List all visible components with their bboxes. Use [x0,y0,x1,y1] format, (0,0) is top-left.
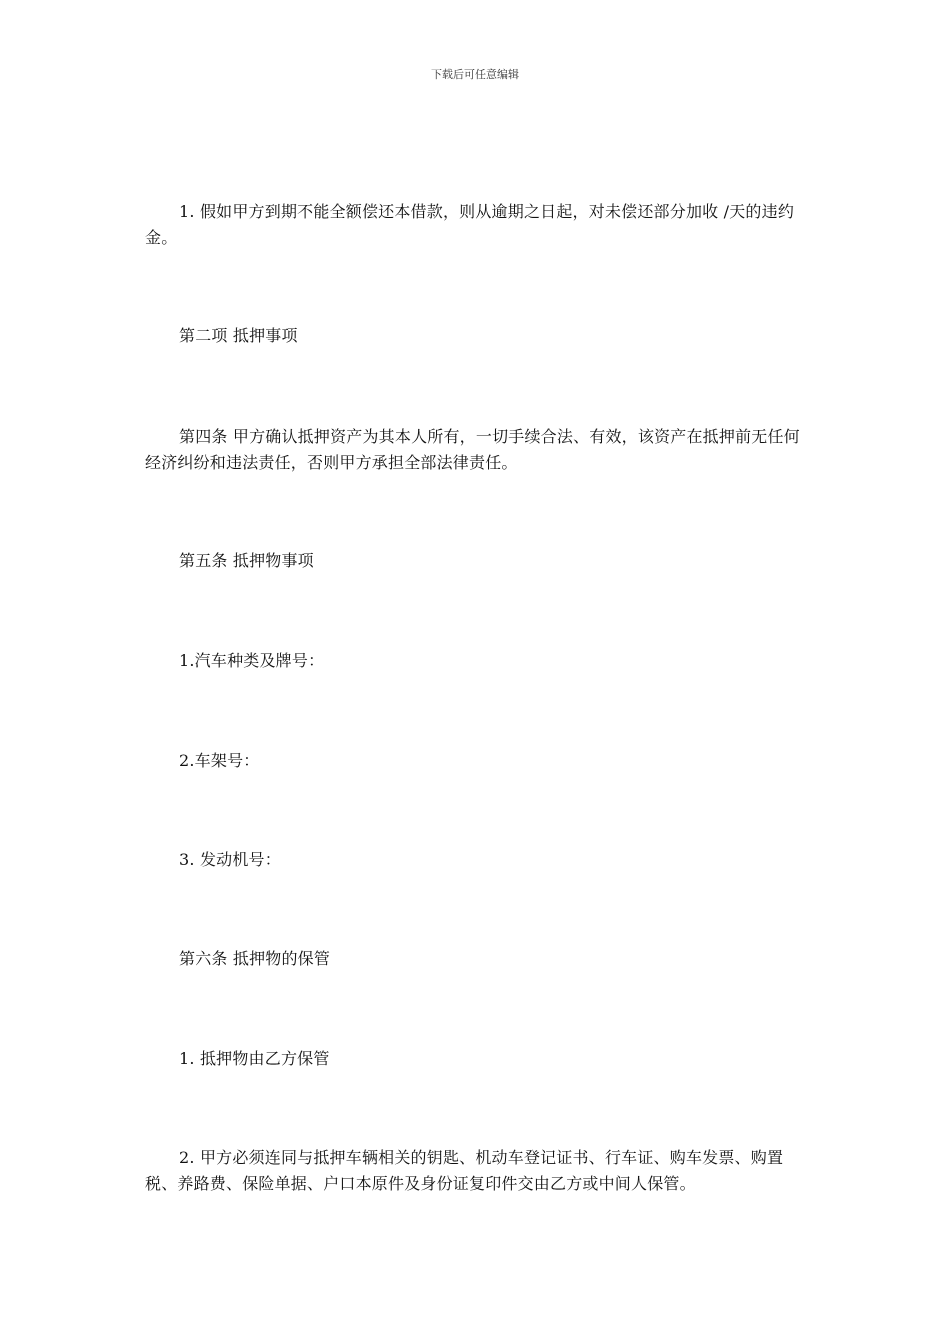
article-five-heading: 第五条 抵押物事项 [179,551,314,570]
article-four: 第四条 甲方确认抵押资产为其本人所有，一切手续合法、有效，该资产在抵押前无任何经济纠纷和违法责任，否则甲方承担全部法律责任。 [145,427,800,472]
section-heading-mortgage-matters: 第二项 抵押事项 [179,326,298,345]
item-frame-number: 2.车架号： [179,751,260,770]
item-vehicle-type-plate: 1.汽车种类及牌号： [179,651,325,670]
page-header: 下载后可任意编辑 [431,68,519,81]
item-documents-custody: 2. 甲方必须连同与抵押车辆相关的钥匙、机动车登记证书、行车证、购车发票、购置税、养路费、保险单据、户口本原件及身份证复印件交由乙方或中间人保管。 [145,1148,784,1193]
item-custody-by-party-b: 1. 抵押物由乙方保管 [179,1049,330,1068]
article-six-heading: 第六条 抵押物的保管 [179,949,331,968]
item-engine-number: 3. 发动机号： [179,850,281,869]
paragraph-overdue-penalty: 1. 假如甲方到期不能全额偿还本借款，则从逾期之日起，对未偿还部分加收 /天的违约金。 [145,202,795,247]
